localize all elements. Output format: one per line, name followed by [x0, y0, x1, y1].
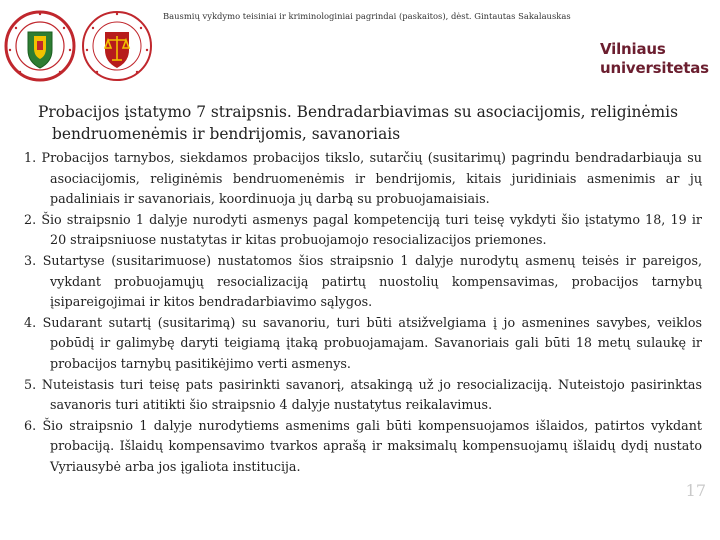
paragraph-item [24, 375, 702, 416]
paragraph-text: Sutartyse (susitarimuose) nustatomos šios straipsnio 1 dalyje nurodytų asmenų teisės ir pareigos, vykdant probuojamųjų resocializaciją patirtų nuostolių kompensavimas, probacijos tarnybų įsipareigojimai ir kitos bendradarbiavimo sąlygos. [42, 252, 702, 310]
paragraph-text: Sudarant sutartį (susitarimą) su savanoriu, turi būti atsižvelgiama į jo asmenines savybes, veiklos pobūdį ir galimybę daryti teigiamą įtaką probuojamajam. Savanoriais gali būti 18 metų sulaukę ir probacijos tarnybų pasitikėjimo verti asmenys. [42, 314, 702, 371]
paragraph-item [24, 313, 702, 375]
paragraph-item [24, 251, 702, 313]
paragraph-number: 1. [24, 150, 37, 165]
paragraph-item [24, 148, 702, 210]
faculty-seal-icon [83, 12, 151, 80]
university-seals [4, 6, 154, 90]
paragraph-text: Probacijos tarnybos, siekdamos probacijos tikslo, sutarčių (susitarimų) pagrindu bendradarbiauja su asociacijomis, religinėmis bendruomenėmis ir bendrijomis, kitais juridiniais asmenimis ar jų padaliniais ir savanoriais, koordinuoja jų darbą su probuojamaisiais. [41, 150, 702, 207]
paragraph-text: Nuteistasis turi teisę pats pasirinkti savanorį, atsakingą už jo resocializaciją. Nuteistojo pasirinktas savanoris turi atitikti šio straipsnio 4 dalyje nustatytus reikalavimus. [41, 376, 702, 413]
paragraph-number: 4. [24, 314, 37, 330]
paragraph-text: Šio straipsnio 1 dalyje nurodyti asmenys pagal kompetenciją turi teisę vykdyti šio įstatymo 18, 19 ir 20 straipsniuose nustatytas ir kitas probuojamojo resocializacijos priemones. [41, 211, 702, 248]
paragraph-item [24, 416, 702, 478]
page-number: 17 [685, 481, 706, 500]
paragraph-number: 6. [24, 417, 37, 433]
slide-title: Probacijos įstatymo 7 straipsnis. Bendradarbiavimas su asociacijomis, religinėmis bendruomenėmis ir bendrijomis, savanoriais [38, 103, 678, 143]
paragraph-number: 2. [24, 211, 37, 227]
paragraph-number: 5. [24, 376, 37, 392]
university-name [600, 40, 710, 78]
paragraph-text: Šio straipsnio 1 dalyje nurodytiems asmenims gali būti kompensuojamos išlaidos, patirtos vykdant probaciją. Išlaidų kompensavimo tvarkos aprašą ir maksimalų kompensuojamų išlaidų dydį nustato Vyriausybė arba jos įgaliota institucija. [42, 417, 702, 474]
paragraph-item [24, 210, 702, 251]
university-name-line-1: Vilniaus [600, 40, 666, 58]
course-header: Bausmių vykdymo teisiniai ir kriminologiniai pagrindai (paskaitos), dėst. Gintautas Sakalauskas [163, 11, 571, 21]
article-paragraphs [24, 148, 702, 478]
paragraph-number: 3. [24, 252, 37, 268]
university-seal-icon [6, 12, 74, 80]
logos [4, 6, 154, 90]
university-name-line-2: universitetas [600, 59, 709, 77]
